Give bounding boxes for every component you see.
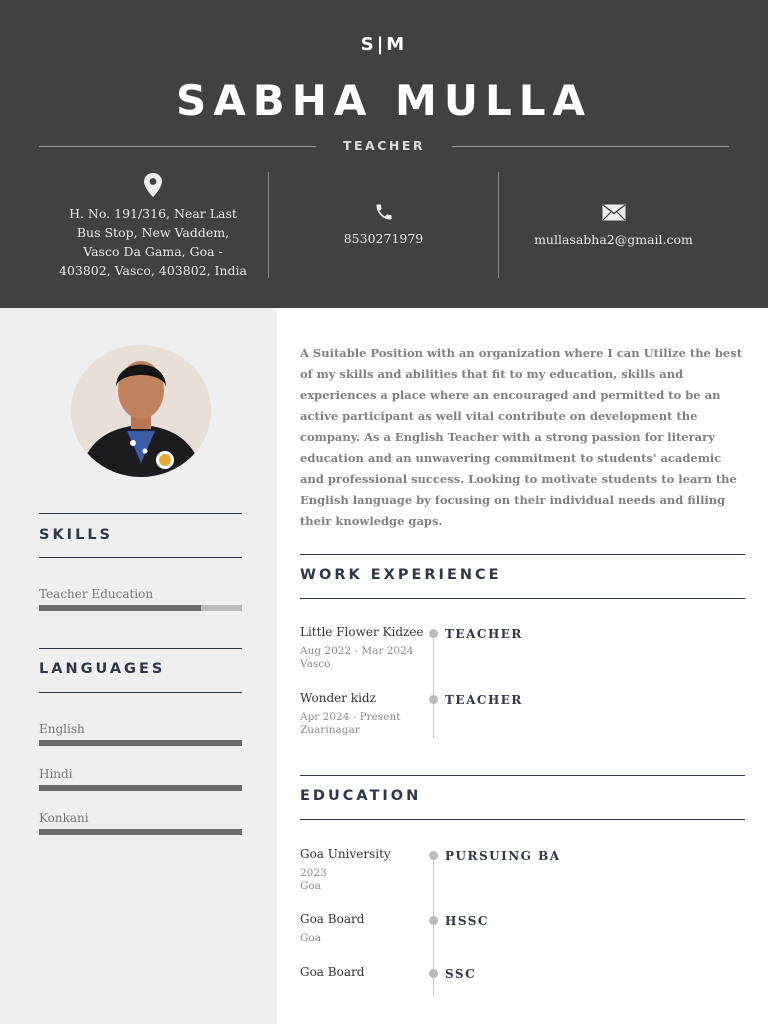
timeline-dot [429, 629, 438, 638]
work-org: Wonder kidz [300, 691, 376, 705]
profile-summary: A Suitable Position with an organization where I can Utilize the best of my skills and abilities that fit to my education, skills and experiences a place where an encouraged and permitted to be an active participant as well vital contribute on development the company. As a English Teacher with a strong passion for literary education and an unwavering commitment to students' academic and professional success. Looking to motivate students to learn the English language by focusing on their individual needs and filling their knowledge gaps. [300, 346, 743, 528]
work-rule-top [300, 554, 745, 555]
language-level-bar [39, 829, 242, 835]
languages-rule-top [39, 648, 242, 649]
skill-label: Teacher Education [39, 587, 154, 601]
skills-heading: SKILLS [39, 527, 113, 543]
work-place: Zuarinagar [300, 724, 360, 736]
address-line: 403802, Vasco, 403802, India [59, 263, 247, 278]
education-rule-top [300, 775, 745, 776]
language-level-bar [39, 740, 242, 746]
education-org: Goa Board [300, 912, 365, 926]
candidate-name: SABHA MULLA [176, 76, 592, 125]
work-role: TEACHER [445, 627, 523, 641]
work-dates: Aug 2022 - Mar 2024 [300, 645, 414, 657]
phone-number: 8530271979 [343, 231, 424, 246]
header-banner [0, 0, 768, 308]
job-title: TEACHER [342, 138, 426, 153]
work-timeline-line [433, 632, 434, 738]
education-heading: EDUCATION [300, 788, 422, 804]
education-place: Goa [300, 880, 321, 892]
work-rule-bottom [300, 598, 745, 599]
timeline-dot [429, 695, 438, 704]
contact-address [40, 172, 266, 280]
work-heading: WORK EXPERIENCE [300, 567, 502, 583]
location-pin-icon [143, 172, 163, 198]
education-place: Goa [300, 932, 321, 944]
education-org: Goa University [300, 847, 391, 861]
education-qualification: PURSUING BA [445, 849, 561, 863]
language-level-fill [39, 785, 242, 791]
languages-rule-bottom [39, 692, 242, 693]
skill-level-bar [39, 605, 242, 611]
contact-email [499, 204, 728, 249]
timeline-dot [429, 916, 438, 925]
education-rule-bottom [300, 819, 745, 820]
language-level-fill [39, 740, 242, 746]
contact-phone [269, 201, 498, 248]
language-label: Hindi [39, 767, 73, 781]
work-dates: Apr 2024 - Present [300, 711, 401, 723]
timeline-dot [429, 969, 438, 978]
work-place: Vasco [300, 658, 331, 670]
education-year: 2023 [300, 867, 327, 879]
language-label: Konkani [39, 811, 89, 825]
address-line: Vasco Da Gama, Goa - [83, 244, 223, 259]
work-org: Little Flower Kidzee [300, 625, 424, 639]
skill-level-fill [39, 605, 201, 611]
work-role: TEACHER [445, 693, 523, 707]
skills-rule-top [39, 513, 242, 514]
header-rule-right [452, 146, 729, 147]
envelope-icon [602, 204, 626, 221]
address-line: H. No. 191/316, Near Last [69, 206, 237, 221]
monogram: S|M [360, 34, 408, 55]
language-label: English [39, 722, 85, 736]
address-line: Bus Stop, New Vaddem, [76, 225, 230, 240]
education-qualification: SSC [445, 967, 477, 981]
phone-icon [374, 201, 394, 223]
timeline-dot [429, 851, 438, 860]
education-org: Goa Board [300, 965, 365, 979]
profile-photo [71, 345, 211, 477]
skills-rule-bottom [39, 557, 242, 558]
languages-heading: LANGUAGES [39, 661, 166, 677]
email-address[interactable]: mullasabha2@gmail.com [534, 232, 693, 247]
education-qualification: HSSC [445, 914, 489, 928]
language-level-bar [39, 785, 242, 791]
language-level-fill [39, 829, 242, 835]
